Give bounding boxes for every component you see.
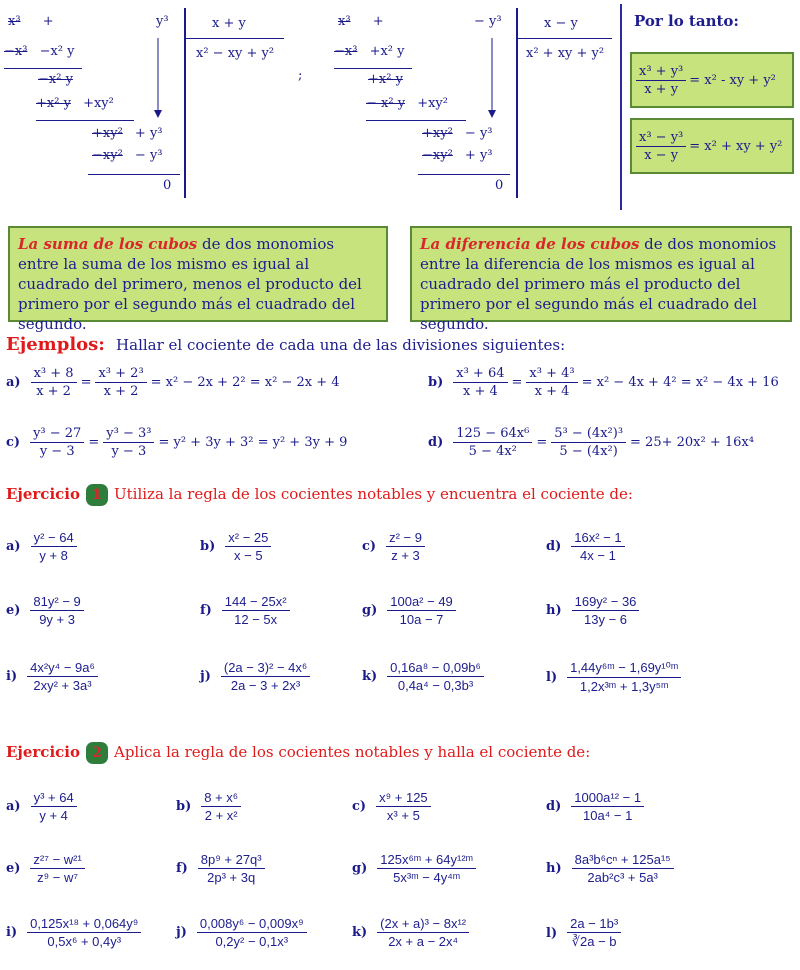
exercise-item: [6, 916, 141, 949]
fraction: [225, 530, 271, 563]
numerator: 125x⁶ᵐ + 64y¹²ᵐ: [377, 852, 476, 869]
fraction: [222, 594, 290, 627]
item-label: i): [6, 669, 18, 684]
item-label: i): [6, 925, 18, 940]
example-b: b) $\frac{\text{x³ + 64}}{x + 4}$ = $\frac{\text{x³ + 4³}}{x + 4}$ = x² − 4x + 4² = x² − 4x + 16: [428, 366, 779, 399]
result: = y² + 3y + 3² = y² + 3y + 9: [158, 435, 348, 450]
exercise-word: Ejercicio: [6, 485, 80, 503]
item-label: b): [428, 375, 444, 390]
fraction: [31, 790, 77, 823]
fraction: [27, 660, 98, 693]
exercise-number-badge: 2: [86, 742, 108, 764]
item-label: e): [6, 861, 21, 876]
example-c: c) $\frac{\text{y³ − 27}}{y - 3}$ = $\frac{\text{y³ − 3³}}{y - 3}$ = y² + 3y + 3² = y² + 3y + 9: [6, 426, 348, 459]
div2-line1: [338, 14, 384, 29]
remainder: 0: [163, 178, 172, 193]
quotient-line: [516, 38, 612, 39]
fraction: [526, 366, 577, 399]
term: +xy²: [422, 126, 453, 141]
term: x³: [8, 14, 21, 29]
term: −xy²: [92, 148, 123, 163]
item-label: a): [6, 375, 21, 390]
item-label: f): [176, 861, 188, 876]
denominator: y − 3: [111, 444, 147, 459]
fraction: [387, 594, 456, 627]
conclusion-formula-sum: [630, 52, 794, 108]
numerator: 1000a¹² − 1: [571, 790, 644, 807]
div2-line6: [422, 148, 493, 163]
exercise-item: [352, 790, 431, 823]
exercise-item: [546, 916, 621, 950]
denominator: 2x + a − 2x⁴: [388, 934, 459, 949]
quotient: x² + xy + y²: [526, 46, 605, 61]
numerator: 169y² − 36: [572, 594, 640, 611]
result: = x² - xy + y²: [689, 72, 776, 88]
denominator: x + 4: [462, 384, 498, 399]
numerator: 8p⁹ + 27q³: [198, 852, 265, 869]
term: + y³: [464, 148, 493, 163]
numerator: 0,125x¹⁸ + 0,064y⁹: [27, 916, 141, 933]
exercise-item: [546, 660, 681, 694]
rule-line: [334, 68, 412, 69]
numerator: y² − 64: [31, 530, 77, 547]
separator: ;: [298, 68, 303, 83]
numerator: 100a² − 49: [387, 594, 456, 611]
rule-line: [366, 120, 466, 121]
denominator: 9y + 3: [39, 612, 75, 627]
item-label: b): [176, 799, 192, 814]
fraction: [376, 790, 431, 823]
numerator: x³ + 64: [453, 366, 507, 383]
numerator: 0,008y⁶ − 0,009x⁹: [197, 916, 307, 933]
conclusion-title: Por lo tanto:: [634, 12, 739, 30]
rule-title: La diferencia de los cubos: [420, 235, 640, 253]
term: + y³: [134, 126, 163, 141]
denominator: x + y: [644, 81, 679, 97]
result: = 25+ 20x² + 16x⁴: [630, 435, 754, 450]
denominator: z⁹ − w⁷: [37, 870, 79, 885]
denominator: 1,2x³ᵐ + 1,3y⁵ᵐ: [579, 679, 669, 694]
numerator: x³ + 8: [31, 366, 77, 383]
fraction: [198, 852, 265, 885]
denominator: y − 3: [39, 444, 75, 459]
item-label: j): [200, 669, 211, 684]
result: = x² − 4x + 4² = x² − 4x + 16: [581, 375, 779, 390]
denominator: y + 8: [39, 548, 68, 563]
item-label: l): [546, 669, 558, 685]
denominator: ∛2a − b: [571, 934, 617, 949]
down-arrow-icon: [152, 38, 164, 120]
exercise-item: [546, 594, 639, 627]
denominator: 10a⁴ − 1: [583, 808, 633, 823]
fraction: [27, 916, 141, 949]
term: −x³: [4, 44, 28, 59]
exercise-1-header: [6, 484, 633, 506]
numerator: 144 − 25x²: [222, 594, 290, 611]
item-label: g): [362, 603, 378, 618]
div1-line6: [92, 148, 163, 163]
vertical-divider: [620, 4, 622, 210]
item-label: d): [428, 435, 444, 450]
fraction: [571, 790, 644, 823]
examples-heading: Ejemplos:: [6, 334, 105, 355]
term: +: [42, 14, 54, 29]
term: +x² y: [36, 96, 71, 111]
division-bar: [184, 8, 186, 198]
numerator: 0,16a⁸ − 0,09b⁶: [387, 660, 484, 677]
numerator: 16x² − 1: [571, 530, 624, 547]
item-label: k): [352, 925, 368, 940]
fraction: [103, 426, 154, 459]
numerator: y³ + 64: [31, 790, 77, 807]
fraction: [221, 660, 310, 693]
exercise-item: [546, 790, 644, 823]
division-bar: [516, 8, 518, 198]
numerator: 81y² − 9: [30, 594, 83, 611]
exercise-item: [362, 594, 456, 627]
numerator: (2a − 3)² − 4x⁶: [221, 660, 310, 677]
fraction: [571, 530, 624, 563]
quotient: x² − xy + y²: [196, 46, 275, 61]
numerator: x² − 25: [225, 530, 271, 547]
term: y³: [156, 14, 169, 29]
denominator: 2xy² + 3a³: [33, 678, 92, 693]
numerator: (2x + a)³ − 8x¹²: [377, 916, 469, 933]
remainder: 0: [495, 178, 504, 193]
term: +x² y: [368, 72, 403, 87]
exercise-item: [200, 594, 290, 627]
denominator: x − 5: [234, 548, 263, 563]
rule-text: de dos monomios entre la suma de los mismo es igual al cuadrado del primero, menos el producto del primero por el segundo más el cuadrado del segundo.: [18, 235, 362, 333]
item-label: h): [546, 861, 562, 876]
denominator: 10a − 7: [399, 612, 444, 627]
numerator: 4x²y⁴ − 9a⁶: [27, 660, 98, 677]
result: = x² − 2x + 2² = x² − 2x + 4: [150, 375, 340, 390]
item-label: d): [546, 539, 562, 554]
example-a: a) $\frac{\text{x³ + 8}}{x + 2}$ = $\frac{\text{x³ + 2³}}{x + 2}$ = x² − 2x + 2² = x² − 2x + 4: [6, 366, 340, 399]
term: x³: [338, 14, 351, 29]
denominator: x − y: [644, 147, 679, 163]
denominator: x + 2: [36, 384, 71, 399]
numerator: 5³ − (4x²)³: [551, 426, 626, 443]
exercise-item: [6, 594, 84, 627]
exercise-item: [546, 530, 625, 563]
rule-line: [36, 120, 134, 121]
numerator: y³ − 3³: [103, 426, 154, 443]
fraction: [201, 790, 241, 823]
div1-line4: [36, 96, 114, 111]
fraction: [31, 366, 77, 399]
fraction: [377, 852, 476, 885]
rule-title: La suma de los cubos: [18, 235, 198, 253]
div1-line1: [8, 14, 54, 29]
result: = x² + xy + y²: [689, 138, 783, 154]
numerator: 8a³b⁶cⁿ + 125a¹⁵: [572, 852, 674, 869]
divisor: x + y: [212, 16, 246, 31]
numerator: y³ − 27: [30, 426, 84, 443]
term: +: [372, 14, 384, 29]
item-label: c): [6, 435, 21, 450]
div2-line2: [334, 44, 405, 59]
item-label: a): [6, 799, 21, 814]
denominator: z + 3: [391, 548, 420, 563]
item-label: b): [200, 539, 216, 554]
numerator: x³ + 4³: [526, 366, 577, 383]
numerator: x³ − y³: [636, 130, 686, 147]
item-label: f): [200, 603, 212, 618]
exercise-item: [6, 852, 85, 885]
denominator: 0,5x⁶ + 0,4y³: [47, 934, 122, 949]
exercise-instruction: Utiliza la regla de los cocientes notables y encuentra el cociente de:: [113, 485, 633, 503]
numerator: 8 + x⁶: [201, 790, 241, 807]
term: − x² y: [366, 96, 406, 111]
denominator: 12 − 5x: [234, 612, 278, 627]
denominator: 2ab²c³ + 5a³: [587, 870, 658, 885]
item-label: a): [6, 539, 21, 554]
denominator: x + 2: [103, 384, 139, 399]
div1-line2: [4, 44, 75, 59]
term: +xy²: [83, 96, 114, 111]
div2-line5: [422, 126, 493, 141]
fraction: [95, 366, 146, 399]
fraction: [551, 426, 626, 459]
numerator: x³ + 2³: [95, 366, 146, 383]
exercise-item: [176, 916, 307, 949]
fraction: [636, 64, 686, 97]
item-label: e): [6, 603, 21, 618]
numerator: z²⁷ − w²¹: [30, 852, 84, 869]
numerator: x⁹ + 125: [376, 790, 431, 807]
term: − y³: [474, 14, 502, 29]
numerator: 125 − 64x⁶: [453, 426, 532, 443]
denominator: 5 − (4x²): [559, 444, 618, 459]
exercise-item: [176, 852, 265, 885]
exercise-item: [200, 530, 271, 563]
rule-text: de dos monomios entre la diferencia de los mismos es igual al cuadrado del primero más el producto del primero por el segundo más el cuadrado del segundo.: [420, 235, 777, 333]
denominator: 0,2y² − 0,1x³: [215, 934, 289, 949]
denominator: 2a − 3 + 2x³: [230, 678, 301, 693]
exercise-item: [6, 790, 77, 823]
fraction: [31, 530, 77, 563]
denominator: x³ + 5: [386, 808, 420, 823]
exercise-word: Ejercicio: [6, 743, 80, 761]
term: − y³: [134, 148, 163, 163]
term: −x² y: [38, 72, 73, 87]
item-label: c): [352, 799, 367, 814]
term: +xy²: [92, 126, 123, 141]
rule-difference-of-cubes: [410, 226, 792, 333]
term: −x³: [334, 44, 358, 59]
item-label: d): [546, 799, 562, 814]
denominator: y + 4: [39, 808, 68, 823]
div1-line5: [92, 126, 163, 141]
down-arrow-icon: [486, 38, 498, 120]
numerator: x³ + y³: [636, 64, 686, 81]
divisor: x − y: [544, 16, 578, 31]
denominator: 2 + x²: [204, 808, 238, 823]
exercise-item: [352, 916, 469, 949]
fraction: [386, 530, 425, 563]
fraction: [377, 916, 469, 949]
numerator: 1,44y⁶ᵐ − 1,69y¹⁰ᵐ: [567, 660, 681, 678]
denominator: 5x³ᵐ − 4y⁴ᵐ: [393, 870, 461, 885]
fraction: [572, 852, 674, 885]
fraction: [567, 660, 681, 694]
exercise-item: [6, 660, 98, 693]
rule-line: [88, 174, 180, 175]
fraction: [30, 852, 84, 885]
denominator: 13y − 6: [584, 612, 628, 627]
exercise-2-header: [6, 742, 590, 764]
fraction: [567, 916, 621, 950]
fraction: [30, 594, 83, 627]
item-label: k): [362, 669, 378, 684]
denominator: 4x − 1: [580, 548, 616, 563]
denominator: 0,4a⁴ − 0,3b³: [397, 678, 474, 693]
exercise-item: [546, 852, 674, 885]
item-label: c): [362, 539, 377, 554]
exercise-item: [362, 660, 484, 693]
exercise-number-badge: 1: [86, 484, 108, 506]
numerator: z² − 9: [386, 530, 425, 547]
rule-line: [4, 68, 82, 69]
term: − y³: [464, 126, 493, 141]
term: +x² y: [369, 44, 405, 59]
fraction: [387, 660, 484, 693]
denominator: 2p³ + 3q: [207, 870, 256, 885]
exercise-item: [176, 790, 241, 823]
item-label: h): [546, 603, 562, 618]
example-d: d) $\frac{\text{125 − 64x⁶}}{\text{5 − 4x²}}$ = $\frac{\text{5³ − (4x²)³}}{\text{5 − (4x²)}}$ = 25+ 20x² + 16x⁴: [428, 426, 754, 459]
term: −x² y: [39, 44, 75, 59]
denominator: 5 − 4x²: [468, 444, 517, 459]
exercise-item: [6, 530, 77, 563]
term: +xy²: [417, 96, 448, 111]
denominator: x + 4: [534, 384, 570, 399]
exercise-instruction: Aplica la regla de los cocientes notables y halla el cociente de:: [113, 743, 591, 761]
examples-header: [6, 334, 565, 355]
item-label: g): [352, 861, 368, 876]
fraction: [453, 366, 507, 399]
conclusion-formula-difference: [630, 118, 794, 174]
fraction: [572, 594, 640, 627]
exercise-item: [200, 660, 310, 693]
fraction: [197, 916, 307, 949]
exercise-item: [352, 852, 476, 885]
numerator: 2a − 1b³: [567, 916, 621, 933]
term: −xy²: [422, 148, 453, 163]
quotient-line: [184, 38, 284, 39]
examples-instruction: Hallar el cociente de cada una de las divisiones siguientes:: [116, 336, 566, 354]
item-label: l): [546, 925, 558, 941]
rule-line: [418, 174, 510, 175]
fraction: [636, 130, 686, 163]
rule-sum-of-cubes: [8, 226, 388, 333]
fraction: [30, 426, 84, 459]
fraction: [453, 426, 532, 459]
div2-line4: [366, 96, 448, 111]
exercise-item: [362, 530, 425, 563]
item-label: j): [176, 925, 187, 940]
